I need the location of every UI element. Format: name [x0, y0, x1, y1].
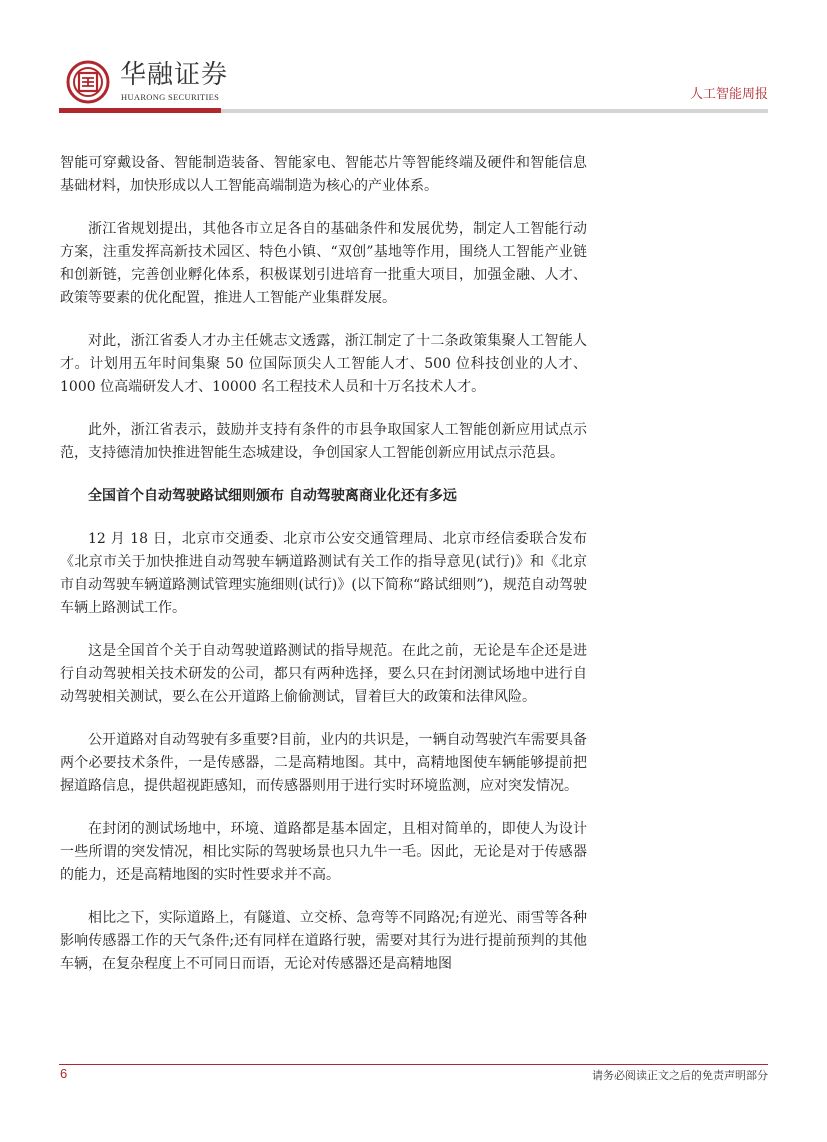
paragraph: 公开道路对自动驾驶有多重要?目前，业内的共识是，一辆自动驾驶汽车需要具备两个必要技术条件，一是传感器，二是高精地图。其中，高精地图使车辆能够提前把握道路信息，提供超视距感知，而传感器则用于进行实时环境监测，应对突发情况。	[60, 732, 587, 794]
section-title: 全国首个自动驾驶路试细则颁布 自动驾驶离商业化还有多远	[88, 488, 457, 504]
brand-name-en: HUARONG SECURITIES	[121, 92, 220, 102]
main-content	[60, 152, 587, 996]
paragraph: 这是全国首个关于自动驾驶道路测试的指导规范。在此之前，无论是车企还是进行自动驾驶相关技术研发的公司，都只有两种选择，要么只在封闭测试场地中进行自动驾驶相关测试，要么在公开道路上偷偷测试，冒着巨大的政策和法律风险。	[60, 643, 587, 705]
brand-name-cn: 华融证券	[120, 60, 229, 90]
huarong-logo-icon	[66, 60, 110, 104]
header-rule-gray	[221, 109, 768, 113]
footer-rule	[59, 1064, 768, 1065]
header-rule-red	[59, 108, 221, 113]
disclaimer-note: 请务必阅读正文之后的免责声明部分	[592, 1069, 768, 1082]
paragraph: 智能可穿戴设备、智能制造装备、智能家电、智能芯片等智能终端及硬件和智能信息基础材料，加快形成以人工智能高端制造为核心的产业体系。	[60, 155, 587, 194]
paragraph: 12 月 18 日，北京市交通委、北京市公安交通管理局、北京市经信委联合发布《北京市关于加快推进自动驾驶车辆道路测试有关工作的指导意见(试行)》和《北京市自动驾驶车辆道路测试管理实施细则(试行)》(以下简称“路试细则”)，规范自动驾驶车辆上路测试工作。	[60, 531, 587, 616]
page-header	[0, 0, 827, 120]
paragraph: 此外，浙江省表示，鼓励并支持有条件的市县争取国家人工智能创新应用试点示范，支持德清加快推进智能生态城建设，争创国家人工智能创新应用试点示范县。	[60, 422, 587, 461]
paragraph: 对此，浙江省委人才办主任姚志文透露，浙江制定了十二条政策集聚人工智能人才。计划用五年时间集聚 50 位国际顶尖人工智能人才、500 位科技创业的人才、1000 位高端研发人才、10000 名工程技术人员和十万名技术人才。	[60, 333, 587, 395]
paragraph: 相比之下，实际道路上，有隧道、立交桥、急弯等不同路况;有逆光、雨雪等各种影响传感器工作的天气条件;还有同样在道路行驶，需要对其行为进行提前预判的其他车辆，在复杂程度上不可同日而语，无论对传感器还是高精地图	[60, 910, 587, 972]
paragraph: 在封闭的测试场地中，环境、道路都是基本固定，且相对简单的，即使人为设计一些所谓的突发情况，相比实际的驾驶场景也只九牛一毛。因此，无论是对于传感器的能力，还是高精地图的实时性要求并不高。	[60, 821, 587, 883]
page-number: 6	[60, 1066, 68, 1081]
paragraph: 浙江省规划提出，其他各市立足各自的基础条件和发展优势，制定人工智能行动方案，注重发挥高新技术园区、特色小镇、“双创”基地等作用，围绕人工智能产业链和创新链，完善创业孵化体系，积极谋划引进培育一批重大项目，加强金融、人才、政策等要素的优化配置，推进人工智能产业集群发展。	[60, 221, 587, 306]
report-type-label: 人工智能周报	[689, 87, 768, 102]
